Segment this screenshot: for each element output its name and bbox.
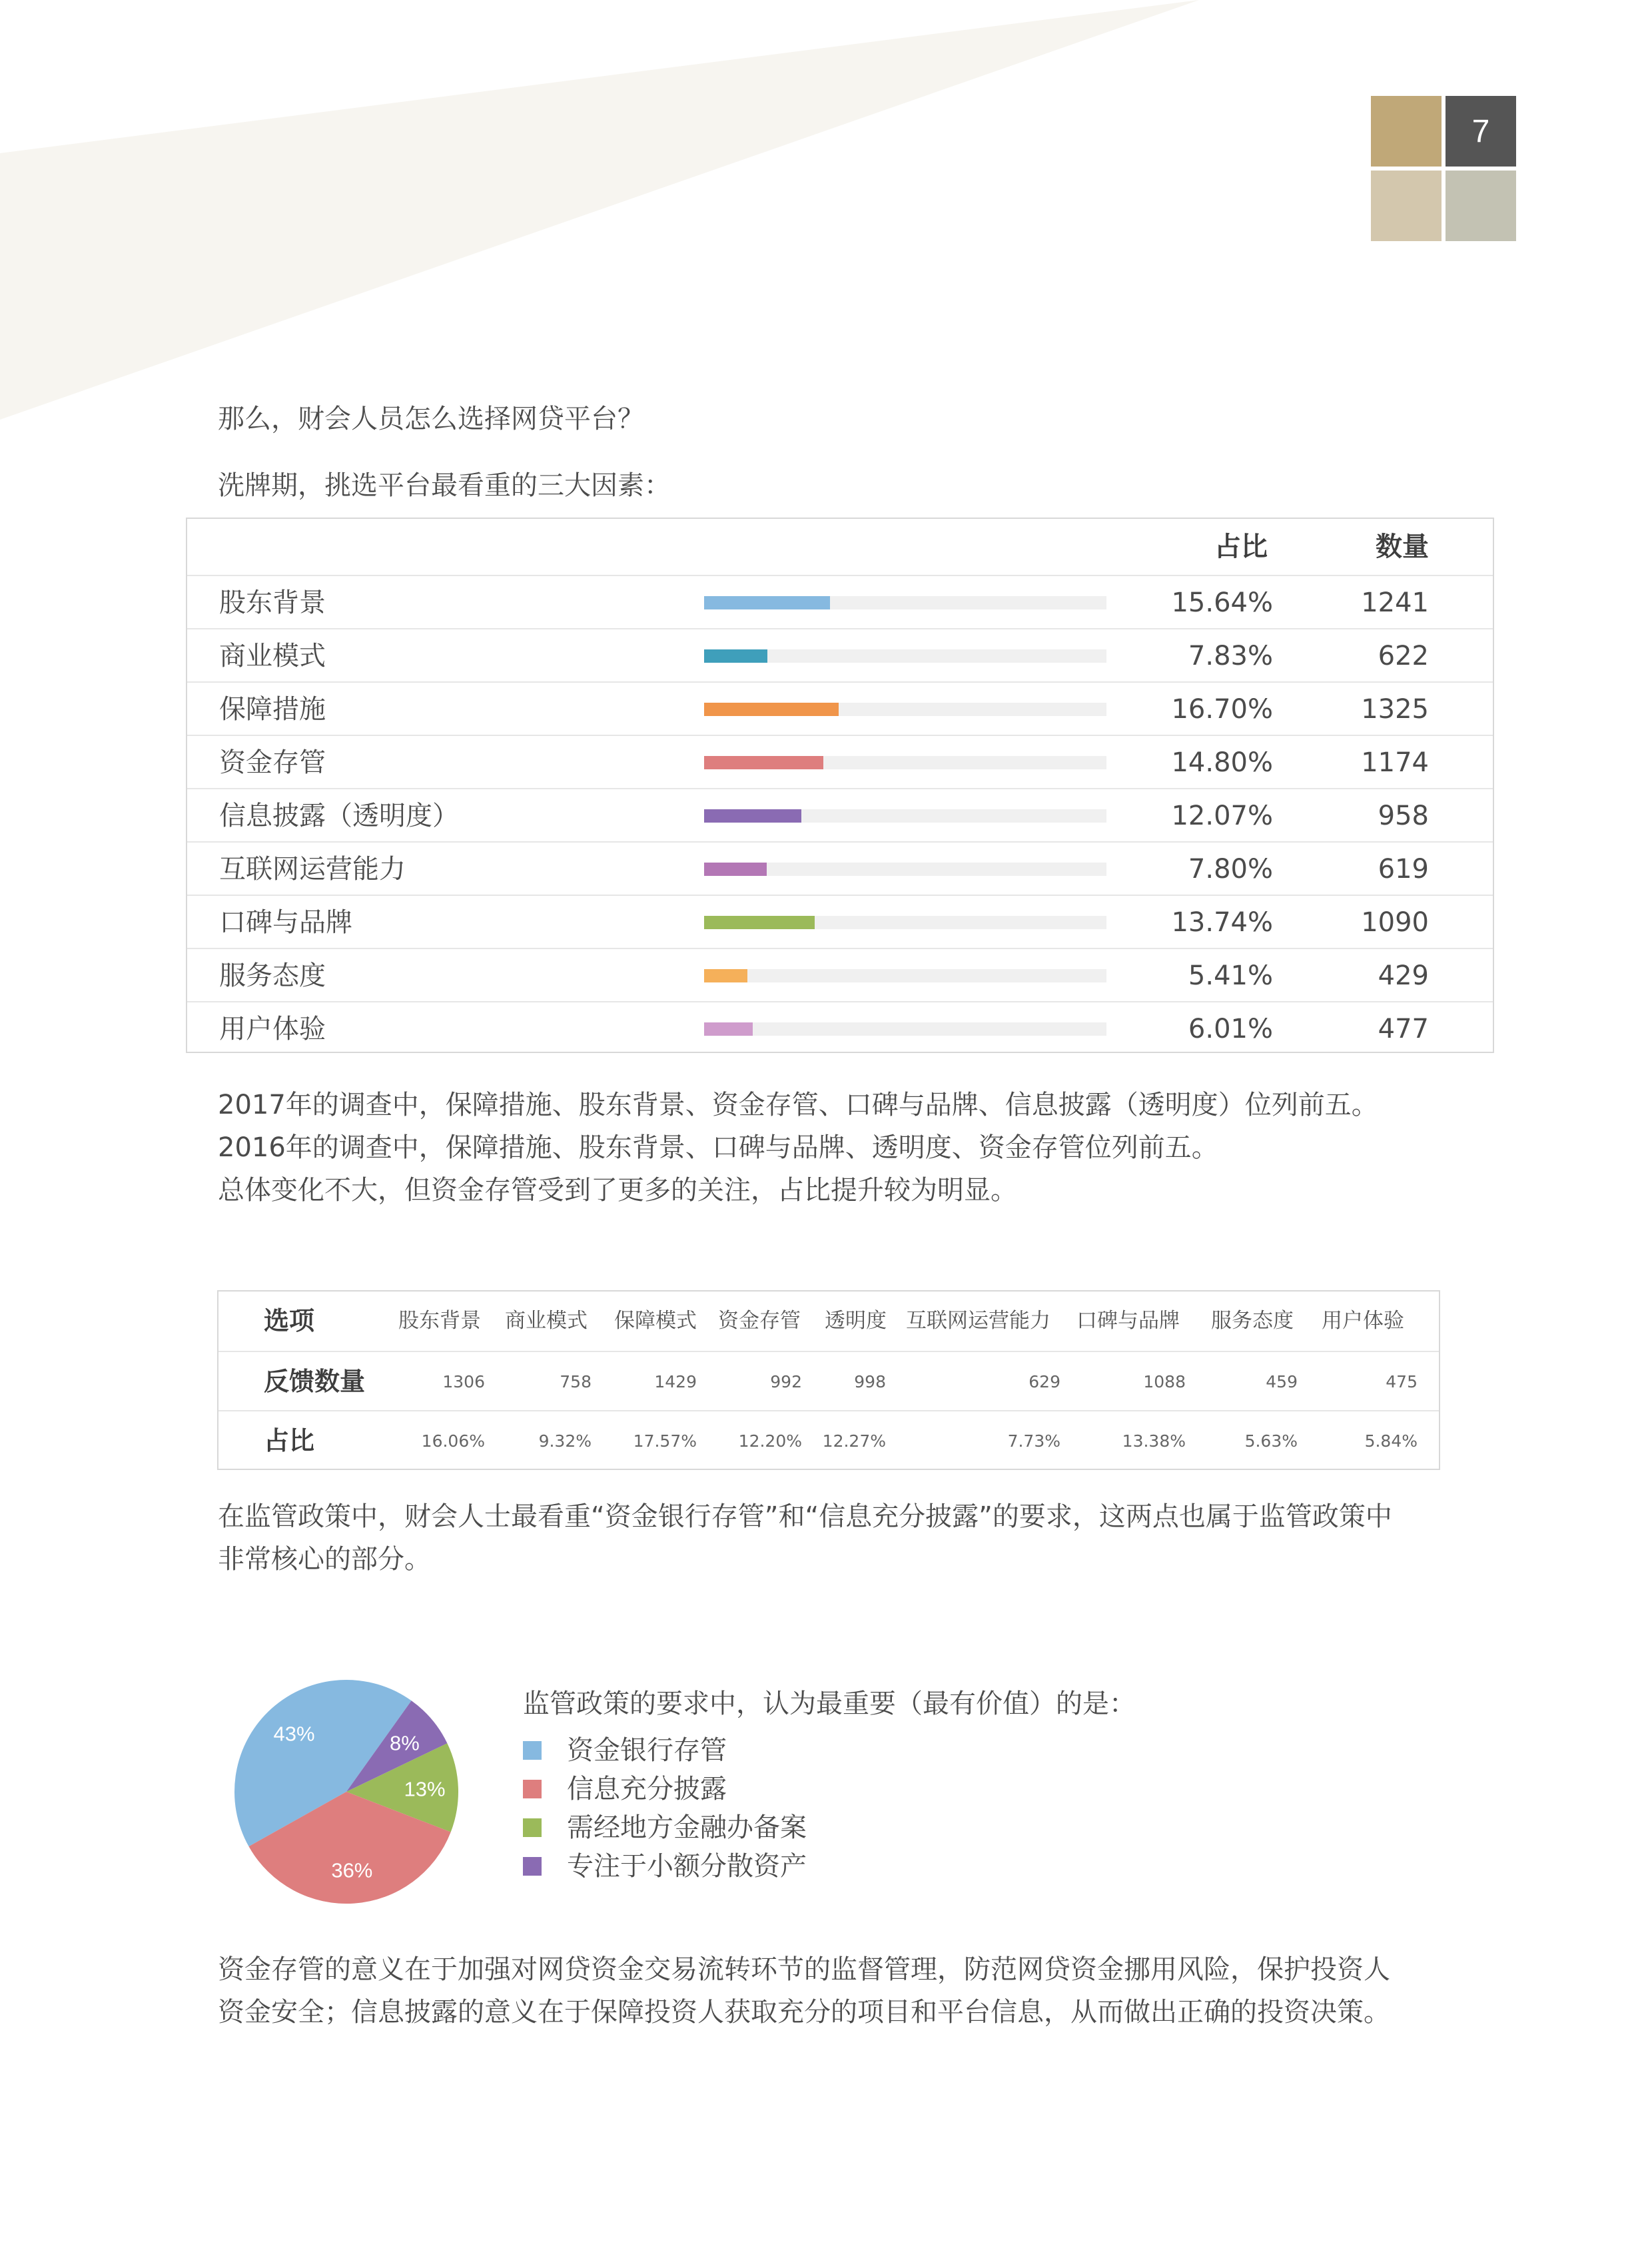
pct-cell: 12.27% (822, 1431, 886, 1451)
pct-cell: 16.06% (421, 1431, 485, 1451)
table-row (187, 948, 1493, 1001)
bar-fill (704, 1022, 753, 1036)
factor-pct: 14.80% (1171, 747, 1273, 778)
bar-fill (704, 916, 815, 929)
table-row (187, 895, 1493, 948)
page-block-bl (1371, 171, 1442, 241)
pie-slice-label: 8% (390, 1731, 420, 1755)
count-cell: 1088 (1143, 1372, 1186, 1391)
count-cell: 992 (770, 1372, 802, 1391)
paragraph-significance (218, 1948, 1390, 2034)
column-header: 保障模式 (614, 1309, 697, 1333)
table-row (187, 681, 1493, 735)
factor-pct: 13.74% (1171, 907, 1273, 938)
paragraph-regulatory (218, 1495, 1392, 1581)
bar-fill (704, 703, 839, 716)
table-row-count (218, 1351, 1439, 1410)
factor-count: 622 (1378, 641, 1429, 671)
regulatory-pie-chart (226, 1672, 466, 1912)
column-header: 互联网运营能力 (906, 1309, 1050, 1333)
factors-table-header (187, 519, 1493, 575)
row-header-count: 反馈数量 (264, 1367, 366, 1396)
bar-track (704, 916, 1106, 929)
paragraph-line: 在监管政策中，财会人士最看重“资金银行存管”和“信息充分披露”的要求，这两点也属于监管政策中 (218, 1501, 1392, 1532)
paragraph-survey-comparison (218, 1084, 1378, 1212)
column-header: 商业模式 (505, 1309, 588, 1333)
table-row (187, 841, 1493, 895)
count-cell: 758 (560, 1372, 592, 1391)
bar-track (704, 969, 1106, 982)
header-pct: 占比 (1214, 532, 1268, 562)
legend-label: 资金银行存管 (567, 1735, 727, 1766)
column-header: 资金存管 (718, 1309, 801, 1333)
legend-swatch (523, 1780, 542, 1798)
table-row (187, 735, 1493, 788)
table-row (187, 628, 1493, 681)
bar-track (704, 756, 1106, 769)
page-number: 7 (1446, 96, 1516, 167)
factor-count: 477 (1378, 1014, 1429, 1044)
column-header: 用户体验 (1322, 1309, 1404, 1333)
paragraph-line: 资金存管的意义在于加强对网贷资金交易流转环节的监督管理，防范网贷资金挪用风险，保护投资人 (218, 1954, 1390, 1985)
factor-pct: 5.41% (1188, 960, 1273, 991)
bar-fill (704, 809, 801, 823)
pct-cell: 9.32% (538, 1431, 592, 1451)
factor-label: 互联网运营能力 (219, 854, 406, 885)
paragraph-line: 总体变化不大，但资金存管受到了更多的关注，占比提升较为明显。 (218, 1175, 1017, 1206)
count-cell: 629 (1029, 1372, 1060, 1391)
factor-pct: 7.83% (1188, 641, 1273, 671)
factor-label: 保障措施 (219, 694, 326, 725)
row-header-options: 选项 (264, 1306, 315, 1335)
table-row (187, 788, 1493, 841)
bar-track (704, 649, 1106, 663)
factor-count: 958 (1378, 801, 1429, 831)
bar-track (704, 703, 1106, 716)
table-row-pct (218, 1410, 1439, 1469)
legend-swatch (523, 1818, 542, 1837)
pie-slice-label: 13% (404, 1777, 446, 1801)
bar-fill (704, 756, 823, 769)
column-header: 口碑与品牌 (1076, 1309, 1180, 1333)
factor-count: 1325 (1361, 694, 1429, 725)
legend-swatch (523, 1857, 542, 1876)
bar-track (704, 863, 1106, 876)
paragraph-line: 2017年的调查中，保障措施、股东背景、资金存管、口碑与品牌、信息披露（透明度）位列前五。 (218, 1090, 1378, 1120)
factor-count: 1174 (1361, 747, 1429, 778)
paragraph-line: 非常核心的部分。 (218, 1544, 431, 1575)
count-cell: 998 (854, 1372, 886, 1391)
pie-slice-label: 36% (331, 1858, 373, 1882)
factor-pct: 16.70% (1171, 694, 1273, 725)
factor-label: 用户体验 (219, 1014, 326, 1044)
factor-label: 信息披露（透明度） (219, 801, 459, 831)
factor-pct: 6.01% (1188, 1014, 1273, 1044)
table-row (187, 575, 1493, 628)
bar-fill (704, 596, 830, 609)
table-row (187, 1001, 1493, 1054)
factor-count: 1241 (1361, 587, 1429, 618)
table-row-options (218, 1292, 1439, 1351)
factor-pct: 7.80% (1188, 854, 1273, 885)
pct-cell: 7.73% (1007, 1431, 1060, 1451)
column-header: 服务态度 (1211, 1309, 1294, 1333)
paragraph-line: 资金安全；信息披露的意义在于保障投资人获取充分的项目和平台信息，从而做出正确的投资决策。 (218, 1997, 1390, 2028)
factor-count: 429 (1378, 960, 1429, 991)
pct-cell: 17.57% (633, 1431, 697, 1451)
factor-label: 资金存管 (219, 747, 326, 778)
factor-label: 商业模式 (219, 641, 326, 671)
bar-track (704, 809, 1106, 823)
factor-pct: 12.07% (1171, 801, 1273, 831)
count-cell: 459 (1266, 1372, 1298, 1391)
intro-lead: 洗牌期，挑选平台最看重的三大因素： (218, 470, 671, 501)
survey-2016-table (217, 1290, 1440, 1470)
factor-label: 口碑与品牌 (219, 907, 352, 938)
factor-count: 1090 (1361, 907, 1429, 938)
column-header: 透明度 (825, 1309, 887, 1333)
page-block-tl (1371, 96, 1442, 167)
factor-label: 服务态度 (219, 960, 326, 991)
column-header: 股东背景 (398, 1309, 481, 1333)
bar-fill (704, 649, 767, 663)
row-header-pct: 占比 (264, 1426, 315, 1455)
legend-label: 信息充分披露 (567, 1774, 727, 1804)
pct-cell: 12.20% (738, 1431, 802, 1451)
bar-fill (704, 863, 767, 876)
legend-label: 专注于小额分散资产 (567, 1851, 807, 1882)
factors-table (186, 518, 1494, 1053)
factor-count: 619 (1378, 854, 1429, 885)
intro-question: 那么，财会人员怎么选择网贷平台？ (218, 404, 644, 434)
count-cell: 1429 (654, 1372, 697, 1391)
count-cell: 475 (1386, 1372, 1418, 1391)
bar-fill (704, 969, 747, 982)
count-cell: 1306 (442, 1372, 485, 1391)
factor-label: 股东背景 (219, 587, 326, 618)
pie-legend (523, 1732, 1189, 1905)
pct-cell: 13.38% (1122, 1431, 1186, 1451)
pct-cell: 5.84% (1364, 1431, 1418, 1451)
pct-cell: 5.63% (1244, 1431, 1298, 1451)
bar-track (704, 596, 1106, 609)
header-count: 数量 (1376, 532, 1429, 562)
pie-slice-label: 43% (273, 1722, 315, 1746)
bar-track (704, 1022, 1106, 1036)
page-block-br (1446, 171, 1516, 241)
pie-legend-title: 监管政策的要求中，认为最重要（最有价值）的是： (523, 1688, 1136, 1719)
paragraph-line: 2016年的调查中，保障措施、股东背景、口碑与品牌、透明度、资金存管位列前五。 (218, 1132, 1218, 1163)
factor-pct: 15.64% (1171, 587, 1273, 618)
legend-label: 需经地方金融办备案 (567, 1812, 807, 1843)
legend-swatch (523, 1741, 542, 1760)
